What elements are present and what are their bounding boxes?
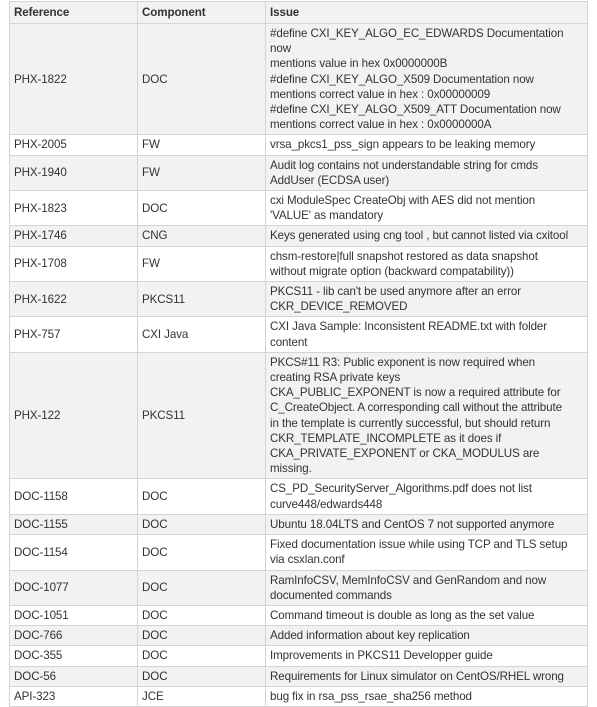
issue-cell: Keys generated using cng tool , but cannot listed via cxitool <box>266 226 588 246</box>
component-cell: PKCS11 <box>138 282 266 317</box>
reference-cell: PHX-1940 <box>10 155 138 190</box>
table-row <box>10 479 588 514</box>
header-row <box>10 2 588 24</box>
issue-cell: Requirements for Linux simulator on CentOS/RHEL wrong <box>266 666 588 686</box>
table-row <box>10 626 588 646</box>
reference-cell: PHX-122 <box>10 352 138 479</box>
reference-cell: DOC-1154 <box>10 535 138 570</box>
reference-cell: DOC-355 <box>10 646 138 666</box>
component-cell: CNG <box>138 226 266 246</box>
issue-cell: Audit log contains not understandable string for cmds AddUser (ECDSA user) <box>266 155 588 190</box>
reference-cell: PHX-1708 <box>10 246 138 281</box>
table-row <box>10 24 588 135</box>
issue-cell: Added information about key replication <box>266 626 588 646</box>
table-row <box>10 570 588 605</box>
table-row <box>10 666 588 686</box>
issue-cell: Improvements in PKCS11 Developper guide <box>266 646 588 666</box>
table-row <box>10 686 588 706</box>
component-cell: CXI Java <box>138 317 266 352</box>
reference-cell: PHX-1622 <box>10 282 138 317</box>
component-cell: DOC <box>138 514 266 534</box>
reference-cell: DOC-766 <box>10 626 138 646</box>
reference-cell: PHX-1746 <box>10 226 138 246</box>
table-row <box>10 135 588 155</box>
issue-cell: CXI Java Sample: Inconsistent README.txt with folder content <box>266 317 588 352</box>
component-cell: PKCS11 <box>138 352 266 479</box>
component-header: Component <box>138 2 266 24</box>
table-row <box>10 514 588 534</box>
reference-cell: DOC-56 <box>10 666 138 686</box>
table-row <box>10 646 588 666</box>
component-cell: DOC <box>138 535 266 570</box>
issue-cell: Command timeout is double as long as the set value <box>266 605 588 625</box>
table-row <box>10 317 588 352</box>
component-cell: FW <box>138 246 266 281</box>
component-cell: DOC <box>138 570 266 605</box>
reference-cell: PHX-757 <box>10 317 138 352</box>
issue-cell: #define CXI_KEY_ALGO_EC_EDWARDS Documentation now mentions value in hex 0x0000000B #define CXI_KEY_ALGO_X509 Documentation now mentions correct value in hex : 0x00000009 #define CXI_KEY_ALGO_X509_ATT Documentation now mentions correct value in hex : 0x0000000A <box>266 24 588 135</box>
component-cell: DOC <box>138 666 266 686</box>
reference-cell: DOC-1158 <box>10 479 138 514</box>
table-row <box>10 155 588 190</box>
issue-cell: Ubuntu 18.04LTS and CentOS 7 not supported anymore <box>266 514 588 534</box>
table-row <box>10 226 588 246</box>
issue-cell: Fixed documentation issue while using TCP and TLS setup via csxlan.conf <box>266 535 588 570</box>
table-row <box>10 605 588 625</box>
reference-cell: PHX-2005 <box>10 135 138 155</box>
table-row <box>10 246 588 281</box>
component-cell: DOC <box>138 646 266 666</box>
issue-cell: PKCS#11 R3: Public exponent is now required when creating RSA private keys CKA_PUBLIC_EXPONENT is now a required attribute for C_CreateObject. A corresponding call without the attribute in the template is currently successful, but should return CKR_TEMPLATE_INCOMPLETE as it does if CKA_PRIVATE_EXPONENT or CKA_MODULUS are missing. <box>266 352 588 479</box>
reference-cell: DOC-1051 <box>10 605 138 625</box>
issue-cell: cxi ModuleSpec CreateObj with AES did not mention 'VALUE' as mandatory <box>266 191 588 226</box>
table-body <box>10 24 588 707</box>
table-row <box>10 282 588 317</box>
reference-cell: PHX-1823 <box>10 191 138 226</box>
component-cell: DOC <box>138 24 266 135</box>
issues-table <box>9 1 588 707</box>
reference-cell: API-323 <box>10 686 138 706</box>
component-cell: DOC <box>138 479 266 514</box>
table-row <box>10 191 588 226</box>
reference-cell: DOC-1077 <box>10 570 138 605</box>
issue-header: Issue <box>266 2 588 24</box>
table-row <box>10 535 588 570</box>
reference-cell: DOC-1155 <box>10 514 138 534</box>
issue-cell: bug fix in rsa_pss_rsae_sha256 method <box>266 686 588 706</box>
component-cell: JCE <box>138 686 266 706</box>
reference-cell: PHX-1822 <box>10 24 138 135</box>
issue-cell: CS_PD_SecurityServer_Algorithms.pdf does not list curve448/edwards448 <box>266 479 588 514</box>
component-cell: DOC <box>138 191 266 226</box>
issue-cell: RamInfoCSV, MemInfoCSV and GenRandom and now documented commands <box>266 570 588 605</box>
issue-cell: chsm-restore|full snapshot restored as data snapshot without migrate option (backward compatability)) <box>266 246 588 281</box>
issue-cell: vrsa_pkcs1_pss_sign appears to be leaking memory <box>266 135 588 155</box>
table-row <box>10 352 588 479</box>
component-cell: DOC <box>138 626 266 646</box>
component-cell: DOC <box>138 605 266 625</box>
issue-cell: PKCS11 - lib can't be used anymore after an error CKR_DEVICE_REMOVED <box>266 282 588 317</box>
reference-header: Reference <box>10 2 138 24</box>
component-cell: FW <box>138 135 266 155</box>
component-cell: FW <box>138 155 266 190</box>
